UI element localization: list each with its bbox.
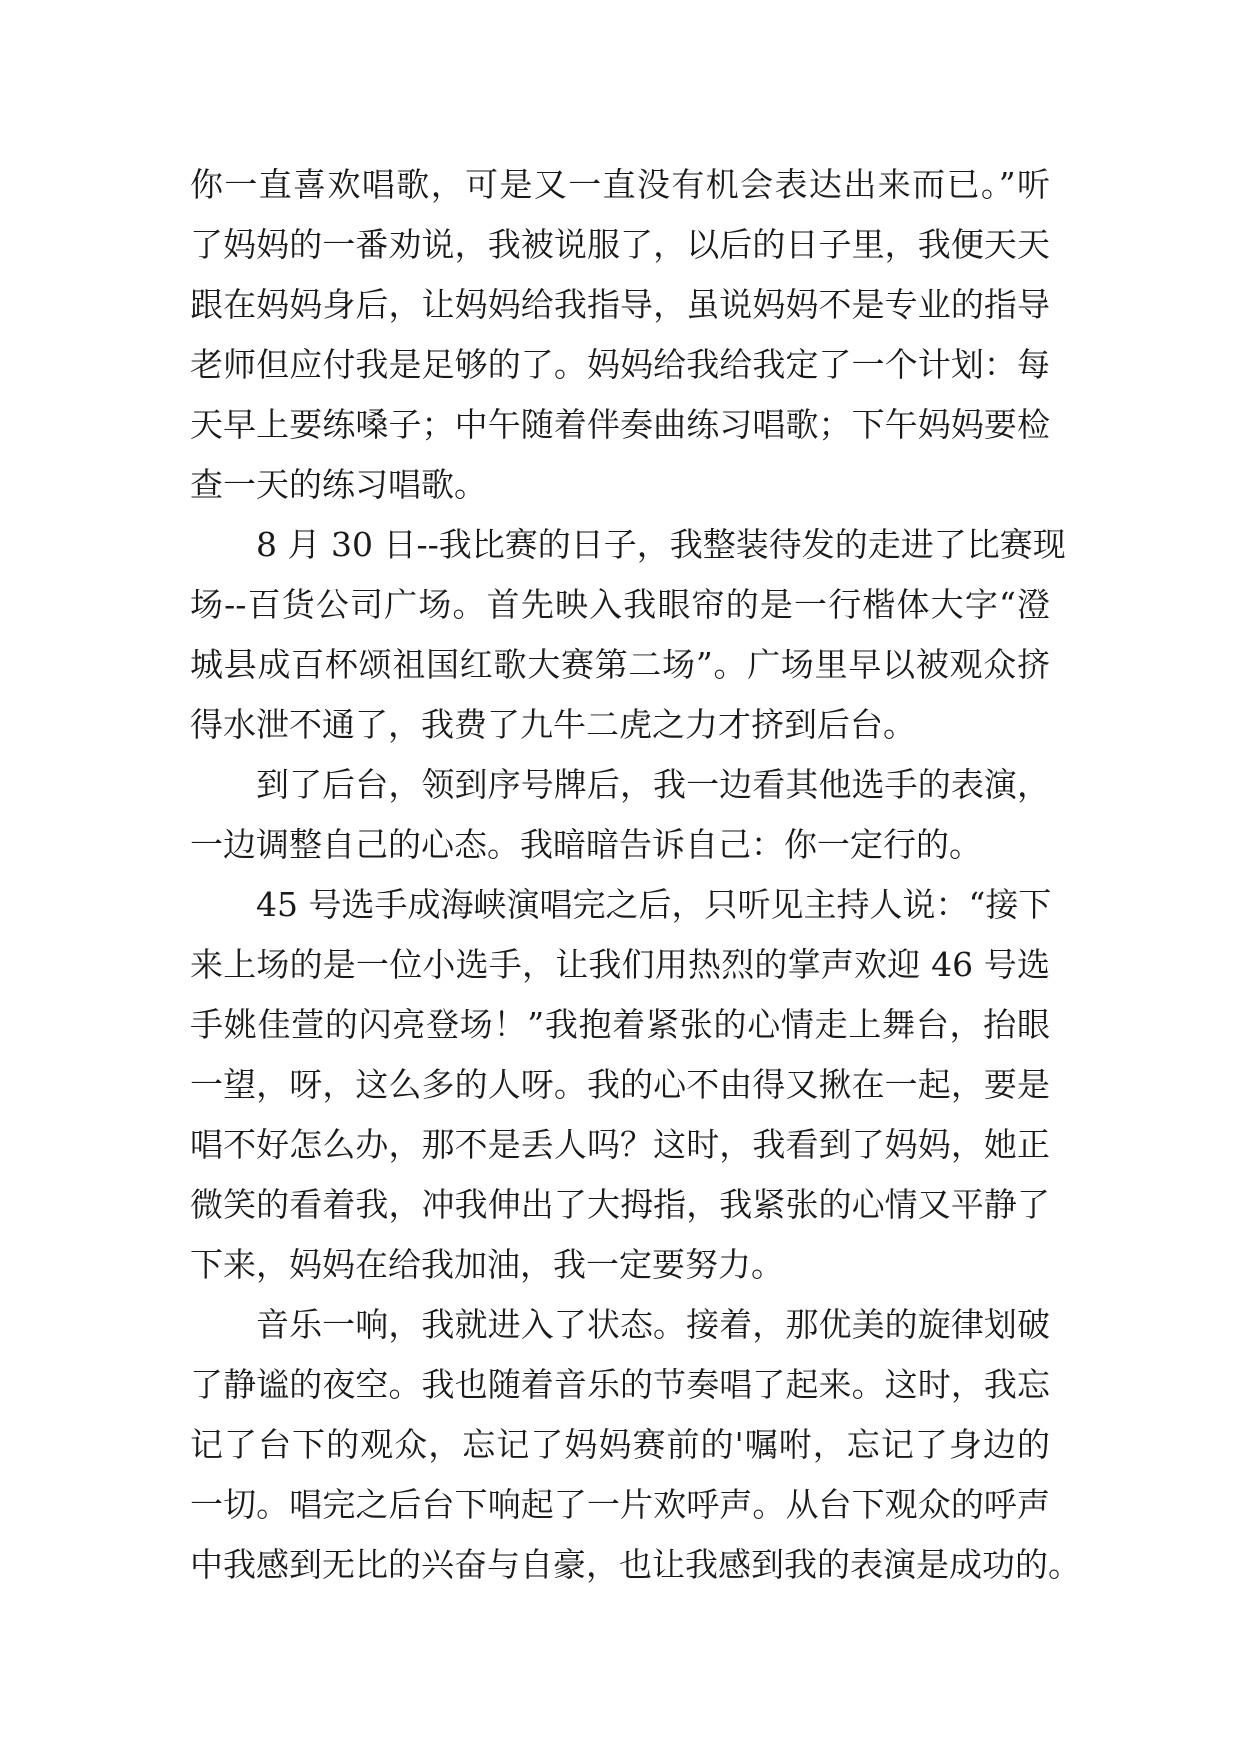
text-line: 一边调整自己的心态。我暗暗告诉自己：你一定行的。	[190, 825, 982, 864]
text-line: 一望，呀，这么多的人呀。我的心不由得又揪在一起，要是	[190, 1065, 1050, 1104]
text-line: 中我感到无比的兴奋与自豪，也让我感到我的表演是成功的。	[190, 1545, 1081, 1584]
text-line: 到了后台，领到序号牌后，我一边看其他选手的表演，	[256, 765, 1050, 804]
text-line: 天早上要练嗓子；中午随着伴奏曲练习唱歌；下午妈妈要检	[190, 405, 1050, 444]
text-line: 8 月 30 日--我比赛的日子，我整装待发的走进了比赛现	[256, 525, 1066, 564]
text-line: 你一直喜欢唱歌，可是又一直没有机会表达出来而已。”听	[190, 165, 1050, 204]
text-line: 跟在妈妈身后，让妈妈给我指导，虽说妈妈不是专业的指导	[190, 285, 1050, 324]
text-line: 了妈妈的一番劝说，我被说服了，以后的日子里，我便天天	[190, 225, 1050, 264]
text-line: 老师但应付我是足够的了。妈妈给我给我定了一个计划：每	[190, 345, 1050, 384]
text-line: 场--百货公司广场。首先映入我眼帘的是一行楷体大字“澄	[190, 585, 1050, 624]
text-line: 下来，妈妈在给我加油，我一定要努力。	[190, 1245, 784, 1284]
text-line: 一切。唱完之后台下响起了一片欢呼声。从台下观众的呼声	[190, 1485, 1050, 1524]
text-line: 了静谧的夜空。我也随着音乐的节奏唱了起来。这时，我忘	[190, 1365, 1050, 1404]
text-line: 45 号选手成海峡演唱完之后，只听见主持人说：“接下	[256, 885, 1052, 924]
text-line: 唱不好怎么办，那不是丢人吗？这时，我看到了妈妈，她正	[190, 1125, 1050, 1164]
text-line: 微笑的看着我，冲我伸出了大拇指，我紧张的心情又平静了	[190, 1185, 1050, 1224]
text-line: 音乐一响，我就进入了状态。接着，那优美的旋律划破	[256, 1305, 1050, 1344]
text-line: 城县成百杯颂祖国红歌大赛第二场”。广场里早以被观众挤	[190, 645, 1050, 684]
body-text	[190, 155, 1081, 1595]
text-line: 查一天的练习唱歌。	[190, 465, 487, 504]
text-line: 来上场的是一位小选手，让我们用热烈的掌声欢迎 46 号选	[190, 945, 1050, 984]
text-line: 手姚佳萱的闪亮登场！”我抱着紧张的心情走上舞台，抬眼	[190, 1005, 1050, 1044]
text-line: 记了台下的观众，忘记了妈妈赛前的'嘱咐，忘记了身边的	[190, 1425, 1050, 1464]
text-line: 得水泄不通了，我费了九牛二虎之力才挤到后台。	[190, 705, 916, 744]
